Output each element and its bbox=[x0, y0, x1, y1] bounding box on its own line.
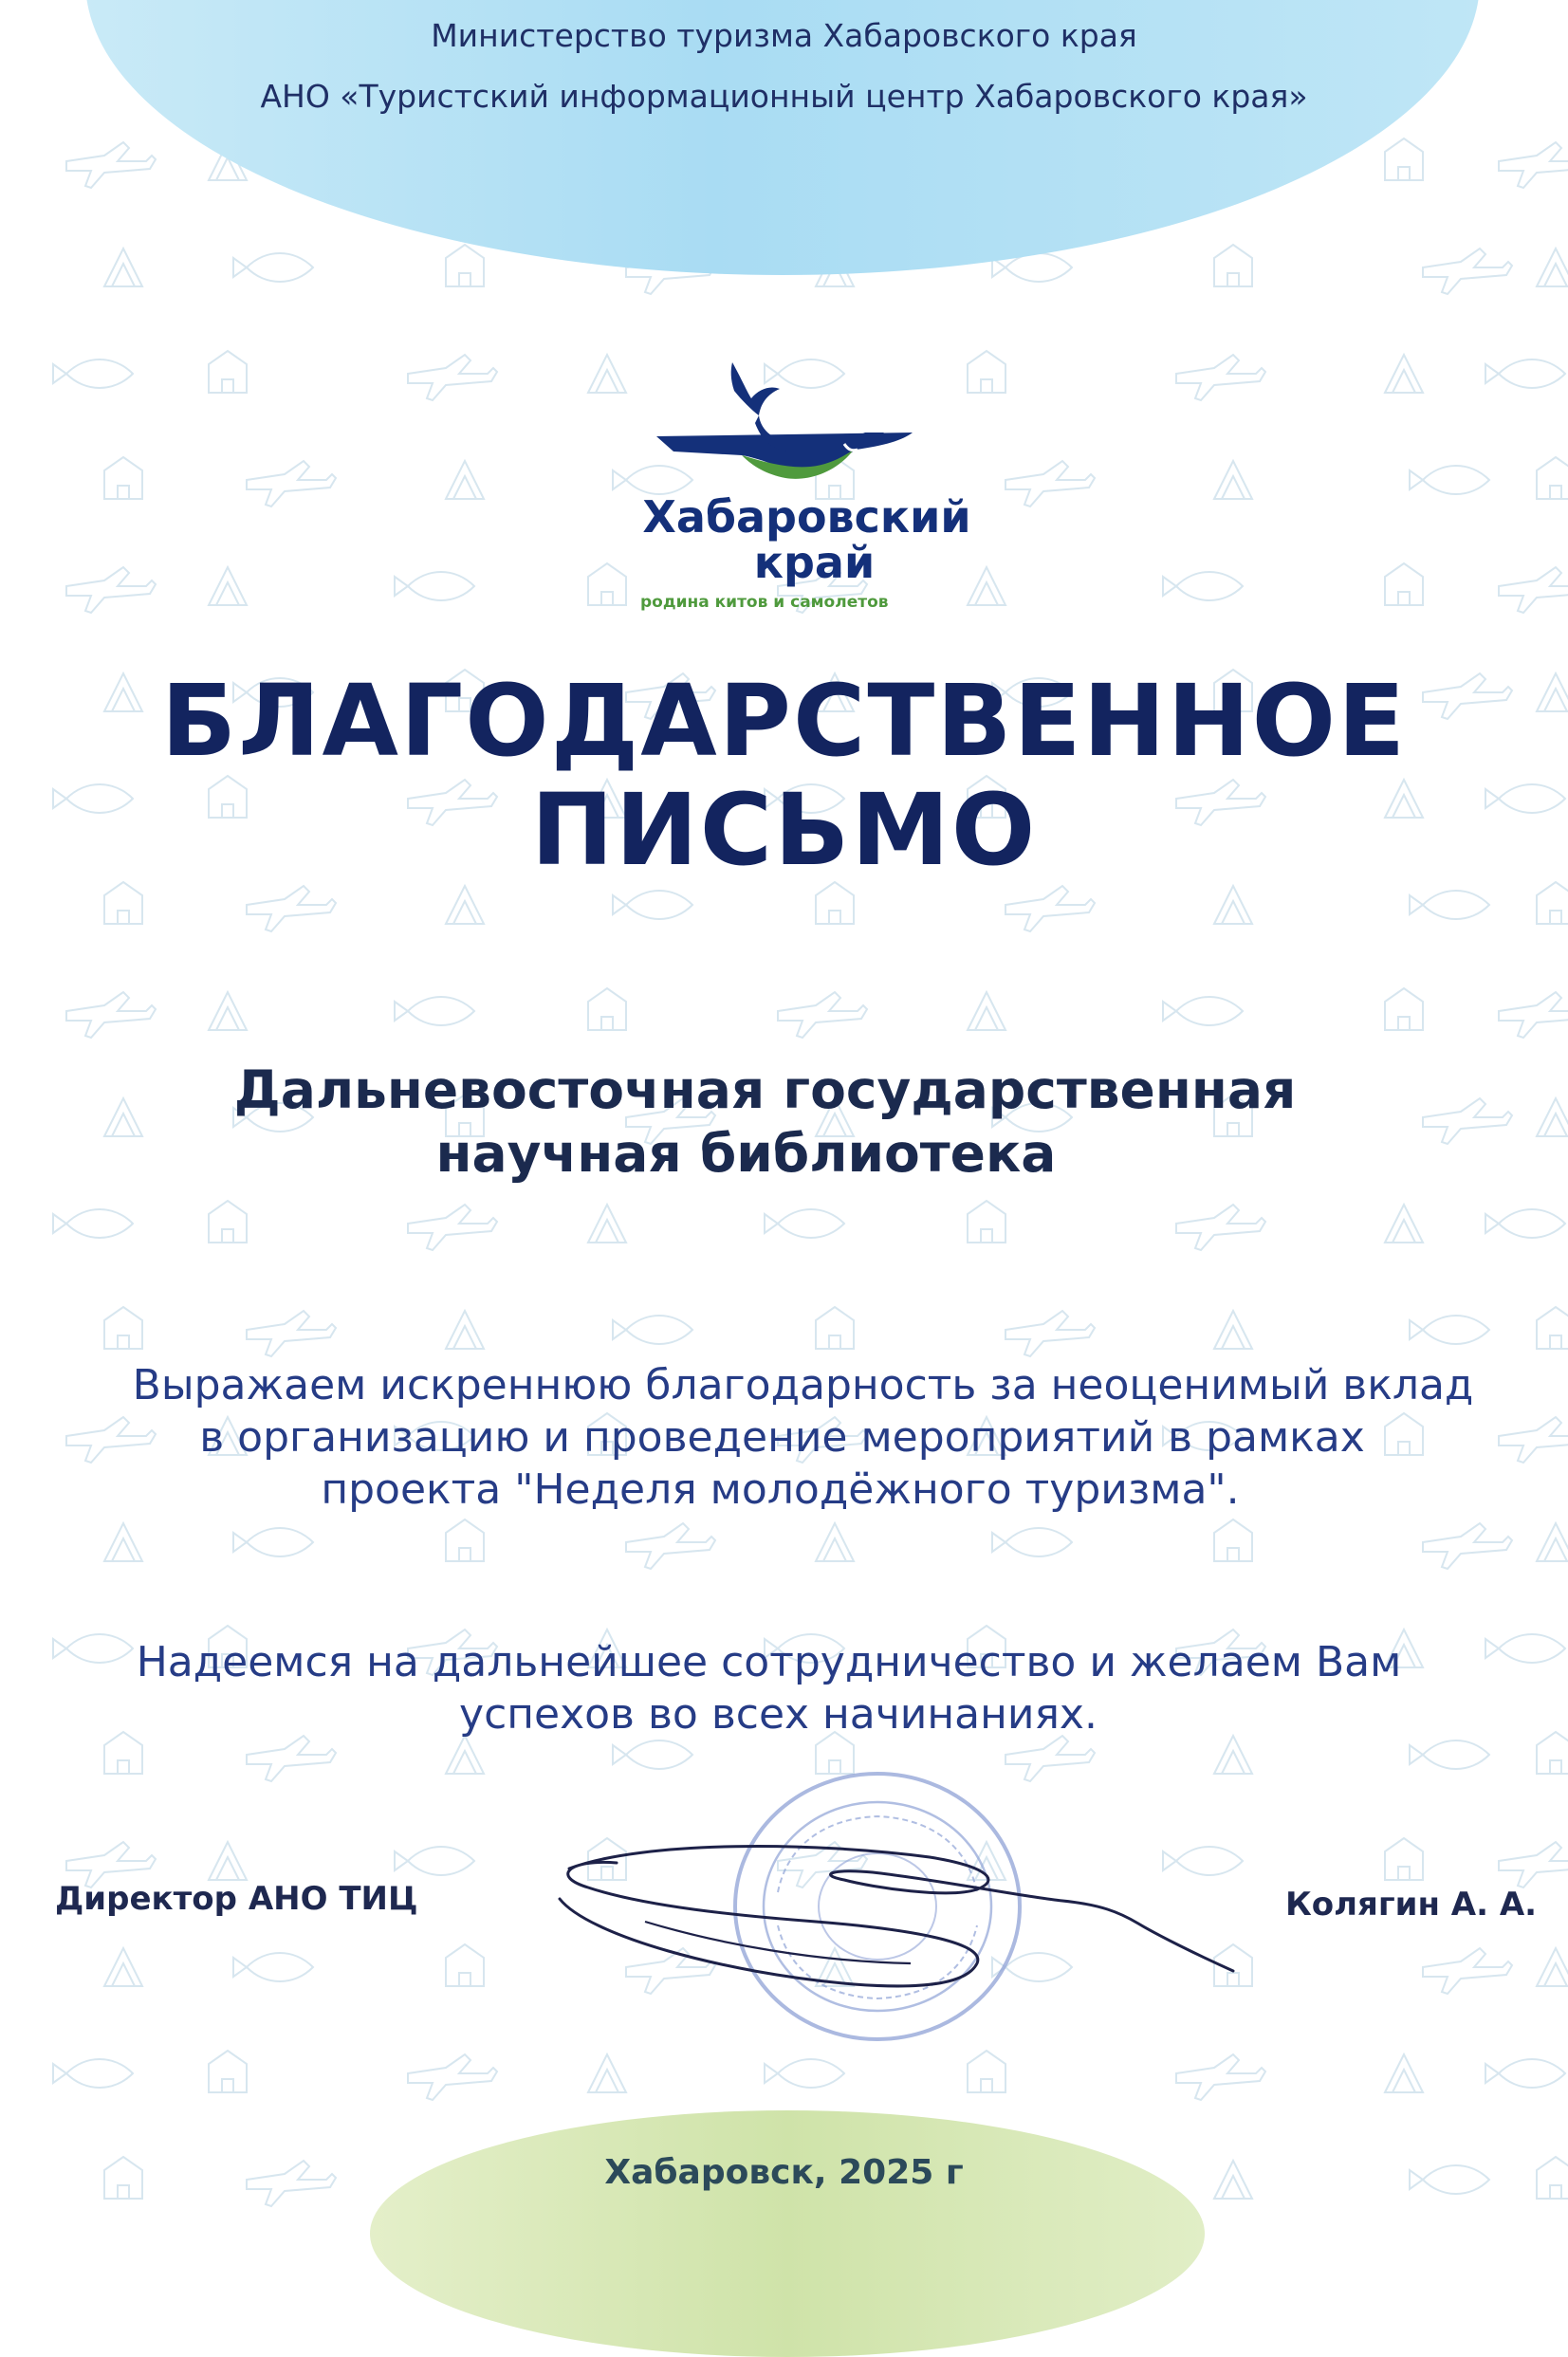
pattern-motif bbox=[104, 1523, 142, 1561]
pattern-motif bbox=[1385, 138, 1423, 180]
pattern-motif bbox=[1410, 1316, 1489, 1344]
pattern-motif bbox=[209, 2051, 247, 2092]
pattern-motif bbox=[1385, 1838, 1423, 1880]
pattern-motif bbox=[395, 997, 474, 1025]
pattern-motif bbox=[992, 1528, 1072, 1556]
pattern-motif bbox=[968, 351, 1005, 393]
ministry-name: Министерство туризма Хабаровского края bbox=[431, 17, 1137, 54]
director-signature bbox=[531, 1831, 1252, 2011]
pattern-motif bbox=[1176, 2054, 1265, 2100]
pattern-motif bbox=[408, 355, 497, 400]
pattern-motif bbox=[1485, 2059, 1565, 2088]
pattern-motif bbox=[816, 882, 854, 924]
pattern-motif bbox=[408, 1205, 497, 1250]
pattern-motif bbox=[1385, 988, 1423, 1030]
pattern-motif bbox=[1499, 992, 1568, 1038]
pattern-motif bbox=[1176, 1205, 1265, 1250]
pattern-motif bbox=[1214, 1311, 1252, 1349]
pattern-motif bbox=[588, 988, 626, 1030]
pattern-motif bbox=[104, 1948, 142, 1986]
pattern-motif bbox=[1385, 2054, 1423, 2092]
pattern-motif bbox=[1499, 1842, 1568, 1887]
pattern-motif bbox=[247, 886, 336, 931]
logo-tagline: родина китов и самолетов bbox=[640, 593, 889, 612]
pattern-motif bbox=[1005, 1311, 1095, 1356]
pattern-motif bbox=[588, 2054, 626, 2092]
pattern-motif bbox=[765, 1209, 844, 1238]
logo-wordmark-line1: Хабаровский bbox=[642, 491, 971, 543]
pattern-motif bbox=[446, 1944, 484, 1986]
pattern-motif bbox=[209, 1842, 247, 1880]
pattern-motif bbox=[104, 249, 142, 286]
pattern-motif bbox=[1163, 997, 1243, 1025]
pattern-motif bbox=[53, 2059, 133, 2088]
organization-name: АНО «Туристский информационный центр Хабаровского края» bbox=[260, 78, 1308, 115]
pattern-motif bbox=[247, 1311, 336, 1356]
pattern-motif bbox=[1423, 1948, 1512, 1994]
pattern-motif bbox=[53, 1209, 133, 1238]
pattern-motif bbox=[1214, 1519, 1252, 1561]
pattern-motif bbox=[1499, 142, 1568, 188]
pattern-motif bbox=[233, 1528, 313, 1556]
recipient-line2: научная библиотека bbox=[435, 1123, 1057, 1184]
pattern-motif bbox=[588, 1205, 626, 1243]
pattern-motif bbox=[104, 882, 142, 924]
city-and-year: Хабаровск, 2025 г bbox=[604, 2153, 964, 2192]
recipient-line1: Дальневосточная государственная bbox=[233, 1059, 1297, 1120]
pattern-motif bbox=[1423, 249, 1512, 294]
pattern-motif bbox=[1537, 249, 1568, 286]
pattern-motif bbox=[1410, 1740, 1489, 1769]
pattern-motif bbox=[968, 992, 1005, 1030]
pattern-motif bbox=[446, 886, 484, 924]
pattern-motif bbox=[395, 1847, 474, 1875]
wishes-text-line1: Надеемся на дальнейшее сотрудничество и желаем Вам bbox=[136, 1638, 1402, 1686]
pattern-motif bbox=[1485, 359, 1565, 388]
gratitude-text-line3: проекта "Неделя молодёжного туризма". bbox=[321, 1465, 1240, 1514]
gratitude-text-line1: Выражаем искреннюю благодарность за неоценимый вклад bbox=[132, 1361, 1474, 1409]
pattern-motif bbox=[446, 1311, 484, 1349]
pattern-motif bbox=[209, 1201, 247, 1243]
document-title-line2: ПИСЬМО bbox=[530, 772, 1038, 888]
bottom-green-band bbox=[370, 2110, 1205, 2357]
logo-wordmark-line2: край bbox=[753, 537, 876, 588]
pattern-motif bbox=[233, 253, 313, 282]
pattern-motif bbox=[968, 1201, 1005, 1243]
pattern-motif bbox=[1537, 1307, 1568, 1349]
pattern-motif bbox=[1005, 886, 1095, 931]
pattern-motif bbox=[778, 992, 867, 1038]
pattern-motif bbox=[1410, 466, 1489, 494]
pattern-motif bbox=[209, 992, 247, 1030]
pattern-motif bbox=[1214, 886, 1252, 924]
pattern-motif bbox=[613, 1316, 692, 1344]
pattern-motif bbox=[446, 1736, 484, 1774]
pattern-motif bbox=[1485, 1209, 1565, 1238]
pattern-motif bbox=[1214, 245, 1252, 286]
pattern-motif bbox=[408, 2054, 497, 2100]
pattern-motif bbox=[816, 1307, 854, 1349]
pattern-motif bbox=[233, 1953, 313, 1981]
pattern-motif bbox=[816, 1523, 854, 1561]
pattern-motif bbox=[53, 359, 133, 388]
pattern-motif bbox=[1537, 1948, 1568, 1986]
document-title-line1: БЛАГОДАРСТВЕННОЕ bbox=[160, 663, 1408, 779]
gratitude-text-line2: в организацию и проведение мероприятий в рамках bbox=[199, 1413, 1365, 1462]
pattern-motif bbox=[968, 2051, 1005, 2092]
signatory-role: Директор АНО ТИЦ bbox=[55, 1880, 418, 1918]
pattern-motif bbox=[66, 142, 156, 188]
pattern-motif bbox=[66, 992, 156, 1038]
pattern-motif bbox=[626, 1523, 715, 1569]
pattern-motif bbox=[1214, 1736, 1252, 1774]
pattern-motif bbox=[209, 351, 247, 393]
wishes-text-line2: успехов во всех начинаниях. bbox=[459, 1690, 1098, 1739]
pattern-motif bbox=[446, 245, 484, 286]
pattern-motif bbox=[1537, 1523, 1568, 1561]
pattern-motif bbox=[613, 1740, 692, 1769]
pattern-motif bbox=[1385, 355, 1423, 393]
pattern-motif bbox=[1176, 355, 1265, 400]
pattern-motif bbox=[1423, 1523, 1512, 1569]
pattern-motif bbox=[446, 1519, 484, 1561]
pattern-motif bbox=[247, 1736, 336, 1781]
pattern-motif bbox=[104, 1307, 142, 1349]
pattern-motif bbox=[1410, 891, 1489, 919]
signatory-name: Колягин А. А. bbox=[1285, 1886, 1538, 1924]
pattern-motif bbox=[765, 2059, 844, 2088]
pattern-motif bbox=[613, 891, 692, 919]
pattern-motif bbox=[1537, 882, 1568, 924]
pattern-motif bbox=[1385, 1205, 1423, 1243]
